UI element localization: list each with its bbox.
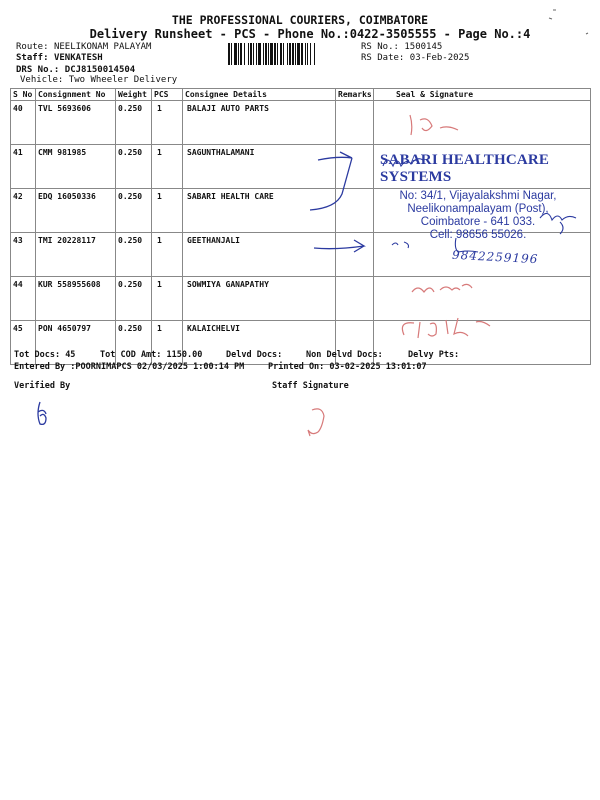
rs-no-label: RS No.: bbox=[361, 42, 399, 52]
staff-label: Staff: bbox=[16, 53, 49, 63]
col-header-pcs: PCS bbox=[152, 89, 183, 101]
rs-date-value: 03-Feb-2025 bbox=[409, 53, 470, 63]
rs-no-value: 1500145 bbox=[404, 42, 443, 52]
col-header-seal: Seal & Signature bbox=[374, 89, 591, 101]
handwritten-phone-note: 9842259196 bbox=[451, 247, 539, 267]
cell-consignee: SAGUNTHALAMANI bbox=[183, 145, 336, 189]
drs-value: DCJ8150014504 bbox=[64, 65, 136, 75]
cell-pcs: 1 bbox=[152, 233, 183, 277]
entered-by-value: POORNIMAPCS 02/03/2025 1:00:14 PM bbox=[75, 362, 245, 372]
delvd-docs-label: Delvd Docs: bbox=[226, 350, 283, 360]
company-stamp bbox=[378, 152, 578, 242]
document-title: THE PROFESSIONAL COURIERS, COIMBATORE bbox=[171, 13, 429, 27]
cell-consignee: KALAICHELVI bbox=[183, 321, 336, 365]
stamp-address-line-2: Neelikonampalayam (Post), bbox=[407, 203, 549, 215]
cell-pcs: 1 bbox=[152, 145, 183, 189]
stamp-company-name: SABARI HEALTHCARE SYSTEMS bbox=[380, 152, 550, 185]
cell-sno: 41 bbox=[11, 145, 36, 189]
cell-sno: 45 bbox=[11, 321, 36, 365]
cell-weight: 0.250 bbox=[116, 321, 152, 365]
staff-signature-label: Staff Signature bbox=[272, 381, 349, 391]
signature-row-45 bbox=[402, 318, 490, 338]
signature-row-40 bbox=[410, 115, 458, 135]
rs-date-label: RS Date: bbox=[361, 53, 405, 63]
col-header-consignment: Consignment No bbox=[36, 89, 116, 101]
delvy-pts-label: Delvy Pts: bbox=[408, 350, 460, 360]
cell-weight: 0.250 bbox=[116, 189, 152, 233]
cell-sno: 43 bbox=[11, 233, 36, 277]
drs-label: DRS No.: bbox=[16, 65, 60, 75]
tot-docs-label: Tot Docs: bbox=[14, 350, 61, 360]
signature-row-44 bbox=[412, 284, 472, 292]
col-header-consignee: Consignee Details bbox=[183, 89, 336, 101]
col-header-weight: Weight bbox=[116, 89, 152, 101]
verified-by-label: Verified By bbox=[14, 381, 71, 391]
cell-sno: 44 bbox=[11, 277, 36, 321]
vehicle-label: Vehicle: bbox=[20, 75, 64, 85]
cell-pcs: 1 bbox=[152, 321, 183, 365]
cell-consignment: CMM 981985 bbox=[36, 145, 116, 189]
cell-weight: 0.250 bbox=[116, 145, 152, 189]
cell-sno: 40 bbox=[11, 101, 36, 145]
stamp-phone: Cell: 98656 55026. bbox=[429, 229, 527, 241]
staff-signature bbox=[308, 409, 324, 436]
cell-weight: 0.250 bbox=[116, 233, 152, 277]
tot-docs-value: 45 bbox=[65, 350, 76, 360]
cell-consignee: SOWMIYA GANAPATHY bbox=[183, 277, 336, 321]
non-delvd-docs-label: Non Delvd Docs: bbox=[306, 350, 383, 360]
cell-consignment: TMI 20228117 bbox=[36, 233, 116, 277]
route-value: NEELIKONAM PALAYAM bbox=[53, 42, 152, 52]
entered-by-label: Entered By : bbox=[14, 362, 76, 372]
cell-consignee: GEETHANJALI bbox=[183, 233, 336, 277]
cell-consignment: KUR 558955608 bbox=[36, 277, 116, 321]
cell-consignment: EDQ 16050336 bbox=[36, 189, 116, 233]
col-header-remarks: Remarks bbox=[336, 89, 374, 101]
cell-consignment: TVL 5693606 bbox=[36, 101, 116, 145]
cell-consignment: PON 4650797 bbox=[36, 321, 116, 365]
stamp-address-line-3: Coimbatore - 641 033. bbox=[420, 216, 536, 228]
document-subtitle: Delivery Runsheet - PCS - Phone No.:0422-3505555 - Page No.:4 bbox=[89, 27, 531, 41]
tot-cod-label: Tot COD Amt: bbox=[100, 350, 162, 360]
cell-consignee: SABARI HEALTH CARE bbox=[183, 189, 336, 233]
verifier-signature bbox=[38, 402, 46, 424]
col-header-sno: S No bbox=[11, 89, 36, 101]
stamp-address-line-1: No: 34/1, Vijayalakshmi Nagar, bbox=[399, 190, 557, 202]
cell-sno: 42 bbox=[11, 189, 36, 233]
printed-on-value: 03-02-2025 13:01:07 bbox=[329, 362, 427, 372]
tot-cod-value: 1150.00 bbox=[166, 350, 203, 360]
cell-weight: 0.250 bbox=[116, 277, 152, 321]
cell-pcs: 1 bbox=[152, 189, 183, 233]
cell-consignee: BALAJI AUTO PARTS bbox=[183, 101, 336, 145]
vehicle-value: Two Wheeler Delivery bbox=[68, 75, 178, 85]
route-label: Route: bbox=[16, 42, 49, 52]
printed-on-label: Printed On: bbox=[268, 362, 325, 372]
staff-value: VENKATESH bbox=[53, 53, 103, 63]
arrow-mark bbox=[310, 152, 352, 210]
cell-pcs: 1 bbox=[152, 277, 183, 321]
arrow-mark bbox=[314, 240, 364, 252]
cell-weight: 0.250 bbox=[116, 101, 152, 145]
cell-pcs: 1 bbox=[152, 101, 183, 145]
